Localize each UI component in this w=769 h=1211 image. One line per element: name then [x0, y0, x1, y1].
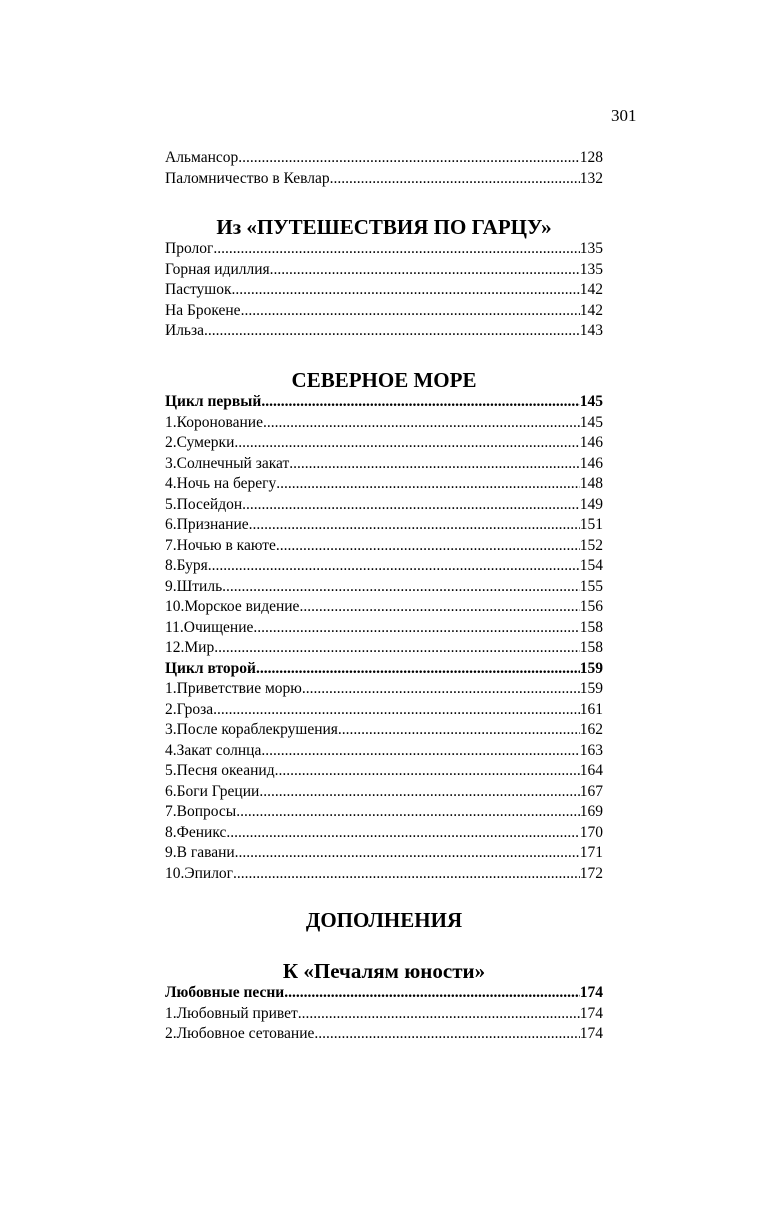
entry-title: Цикл первый — [165, 393, 262, 410]
leader-dots — [302, 679, 580, 700]
leader-dots — [249, 515, 580, 536]
toc-entry — [165, 679, 603, 700]
leader-dots — [234, 433, 579, 454]
leader-dots — [338, 720, 580, 741]
toc-entry — [165, 169, 603, 190]
toc-entry — [165, 392, 603, 413]
leader-dots — [213, 239, 579, 260]
toc-entry — [165, 983, 603, 1004]
leader-dots — [284, 983, 580, 1004]
entry-title: 10.Морское видение — [165, 598, 300, 615]
leader-dots — [314, 1024, 579, 1045]
toc-entry — [165, 301, 603, 322]
toc-section-3 — [165, 908, 603, 932]
toc-entry — [165, 720, 603, 741]
toc-entry — [165, 454, 603, 475]
entry-page: 167 — [579, 782, 603, 800]
leader-dots — [275, 761, 580, 782]
entry-title: 2.Любовное сетование — [165, 1025, 315, 1042]
entry-title: Паломничество в Кевлар — [165, 169, 330, 187]
entry-title: Пролог — [165, 240, 214, 257]
entry-page: 163 — [579, 741, 603, 759]
entry-page: 142 — [579, 301, 603, 319]
entry-page: 159 — [579, 680, 603, 697]
toc-entry — [165, 239, 603, 260]
entry-title: 8.Буря — [165, 557, 208, 574]
toc-entry — [165, 260, 603, 281]
toc-entry — [165, 782, 603, 803]
entry-page: 169 — [579, 803, 603, 820]
toc-entry — [165, 433, 603, 454]
leader-dots — [263, 413, 580, 434]
toc-entry — [165, 700, 603, 721]
entry-title: 12.Мир — [165, 639, 215, 656]
entry-page: 128 — [579, 149, 603, 166]
toc-entry — [165, 1004, 603, 1025]
entry-title: 2.Гроза — [165, 700, 214, 718]
entry-page: 164 — [579, 762, 603, 779]
leader-dots — [299, 597, 579, 618]
toc-entry — [165, 741, 603, 762]
entry-page: 148 — [579, 475, 603, 492]
leader-dots — [232, 280, 580, 301]
entry-title: 4.Закат солнца — [165, 741, 262, 759]
leader-dots — [238, 148, 579, 169]
toc-entry — [165, 556, 603, 577]
entry-page: 170 — [579, 823, 603, 841]
entry-title: 1.Любовный привет — [165, 1004, 298, 1022]
leader-dots — [261, 741, 579, 762]
entry-title: 7.Ночью в каюте — [165, 536, 276, 554]
entry-title: Любовные песни — [165, 984, 285, 1001]
entry-page: 158 — [579, 618, 603, 636]
toc-entry — [165, 823, 603, 844]
entry-page: 146 — [579, 434, 603, 451]
toc-entry — [165, 843, 603, 864]
entry-title: 4.Ночь на берегу — [165, 475, 277, 492]
leader-dots — [226, 823, 579, 844]
entry-title: На Брокене — [165, 301, 241, 319]
toc-entry — [165, 618, 603, 639]
toc-entry — [165, 761, 603, 782]
toc-entry — [165, 577, 603, 598]
entry-page: 142 — [579, 281, 603, 298]
entry-page: 143 — [579, 322, 603, 339]
section-heading: СЕВЕРНОЕ МОРЕ — [291, 368, 477, 392]
entry-title: Горная идиллия — [165, 260, 270, 278]
entry-page: 151 — [579, 516, 603, 533]
toc-entry — [165, 515, 603, 536]
entry-page: 161 — [579, 700, 603, 718]
entry-page: 174 — [579, 984, 603, 1001]
leader-dots — [233, 864, 580, 885]
leader-dots — [330, 169, 580, 190]
entry-title: 8.Феникс — [165, 823, 227, 841]
toc-section-1 — [165, 215, 603, 342]
leader-dots — [214, 638, 580, 659]
toc-section-4 — [165, 959, 603, 1045]
entry-title: Альмансор — [165, 149, 239, 166]
leader-dots — [236, 802, 580, 823]
entry-page: 171 — [579, 844, 603, 861]
toc-entry — [165, 413, 603, 434]
entry-page: 145 — [579, 413, 603, 431]
leader-dots — [235, 843, 580, 864]
entry-page: 154 — [579, 557, 603, 574]
toc-entry — [165, 148, 603, 169]
section-heading: ДОПОЛНЕНИЯ — [305, 908, 463, 932]
leader-dots — [276, 474, 579, 495]
entry-page: 174 — [579, 1025, 603, 1042]
entry-title: 9.Штиль — [165, 577, 223, 595]
entry-page: 152 — [579, 536, 603, 554]
toc-entry — [165, 638, 603, 659]
toc-entry — [165, 597, 603, 618]
leader-dots — [241, 301, 580, 322]
section-heading: К «Печалям юности» — [282, 959, 486, 983]
leader-dots — [289, 454, 579, 475]
entry-title: 10.Эпилог — [165, 864, 234, 882]
leader-dots — [253, 618, 579, 639]
toc-entry — [165, 474, 603, 495]
leader-dots — [204, 321, 580, 342]
toc-section-0 — [165, 148, 603, 189]
entry-title: 5.Посейдон — [165, 495, 243, 513]
leader-dots — [261, 392, 579, 413]
entry-title: 3.После кораблекрушения — [165, 721, 338, 738]
leader-dots — [259, 782, 579, 803]
page-number: 301 — [611, 106, 637, 125]
leader-dots — [208, 556, 580, 577]
entry-page: 172 — [579, 864, 603, 882]
entry-title: Пастушок — [165, 281, 232, 298]
toc-entry — [165, 802, 603, 823]
entry-title: 7.Вопросы — [165, 803, 237, 820]
entry-page: 145 — [579, 393, 603, 410]
leader-dots — [270, 260, 580, 281]
toc-entry — [165, 536, 603, 557]
toc-entry — [165, 280, 603, 301]
leader-dots — [242, 495, 580, 516]
entry-page: 162 — [579, 721, 603, 738]
entry-page: 135 — [579, 240, 603, 257]
entry-page: 158 — [579, 639, 603, 656]
leader-dots — [298, 1004, 580, 1025]
entry-title: Цикл второй — [165, 659, 256, 677]
leader-dots — [276, 536, 580, 557]
entry-title: Ильза — [165, 322, 204, 339]
section-heading: Из «ПУТЕШЕСТВИЯ ПО ГАРЦУ» — [216, 215, 552, 239]
entry-page: 174 — [579, 1004, 603, 1022]
entry-title: 1.Коронование — [165, 413, 263, 431]
entry-title: 3.Солнечный закат — [165, 454, 290, 472]
leader-dots — [222, 577, 580, 598]
entry-page: 156 — [579, 598, 603, 615]
entry-page: 135 — [579, 260, 603, 278]
leader-dots — [256, 659, 580, 680]
entry-page: 155 — [579, 577, 603, 595]
entry-title: 1.Приветствие морю — [165, 680, 302, 697]
toc-entry — [165, 495, 603, 516]
entry-page: 146 — [579, 454, 603, 472]
toc-entry — [165, 321, 603, 342]
toc-entry — [165, 864, 603, 885]
entry-title: 11.Очищение — [165, 618, 254, 636]
toc-section-2 — [165, 368, 603, 884]
toc-entry — [165, 1024, 603, 1045]
entry-page: 132 — [579, 169, 603, 187]
leader-dots — [213, 700, 580, 721]
entry-title: 6.Боги Греции — [165, 782, 260, 800]
entry-title: 6.Признание — [165, 516, 249, 533]
toc-entry — [165, 659, 603, 680]
entry-title: 5.Песня океанид — [165, 762, 275, 779]
entry-title: 2.Сумерки — [165, 434, 235, 451]
entry-page: 149 — [579, 495, 603, 513]
entry-title: 9.В гавани — [165, 844, 235, 861]
entry-page: 159 — [579, 659, 603, 677]
